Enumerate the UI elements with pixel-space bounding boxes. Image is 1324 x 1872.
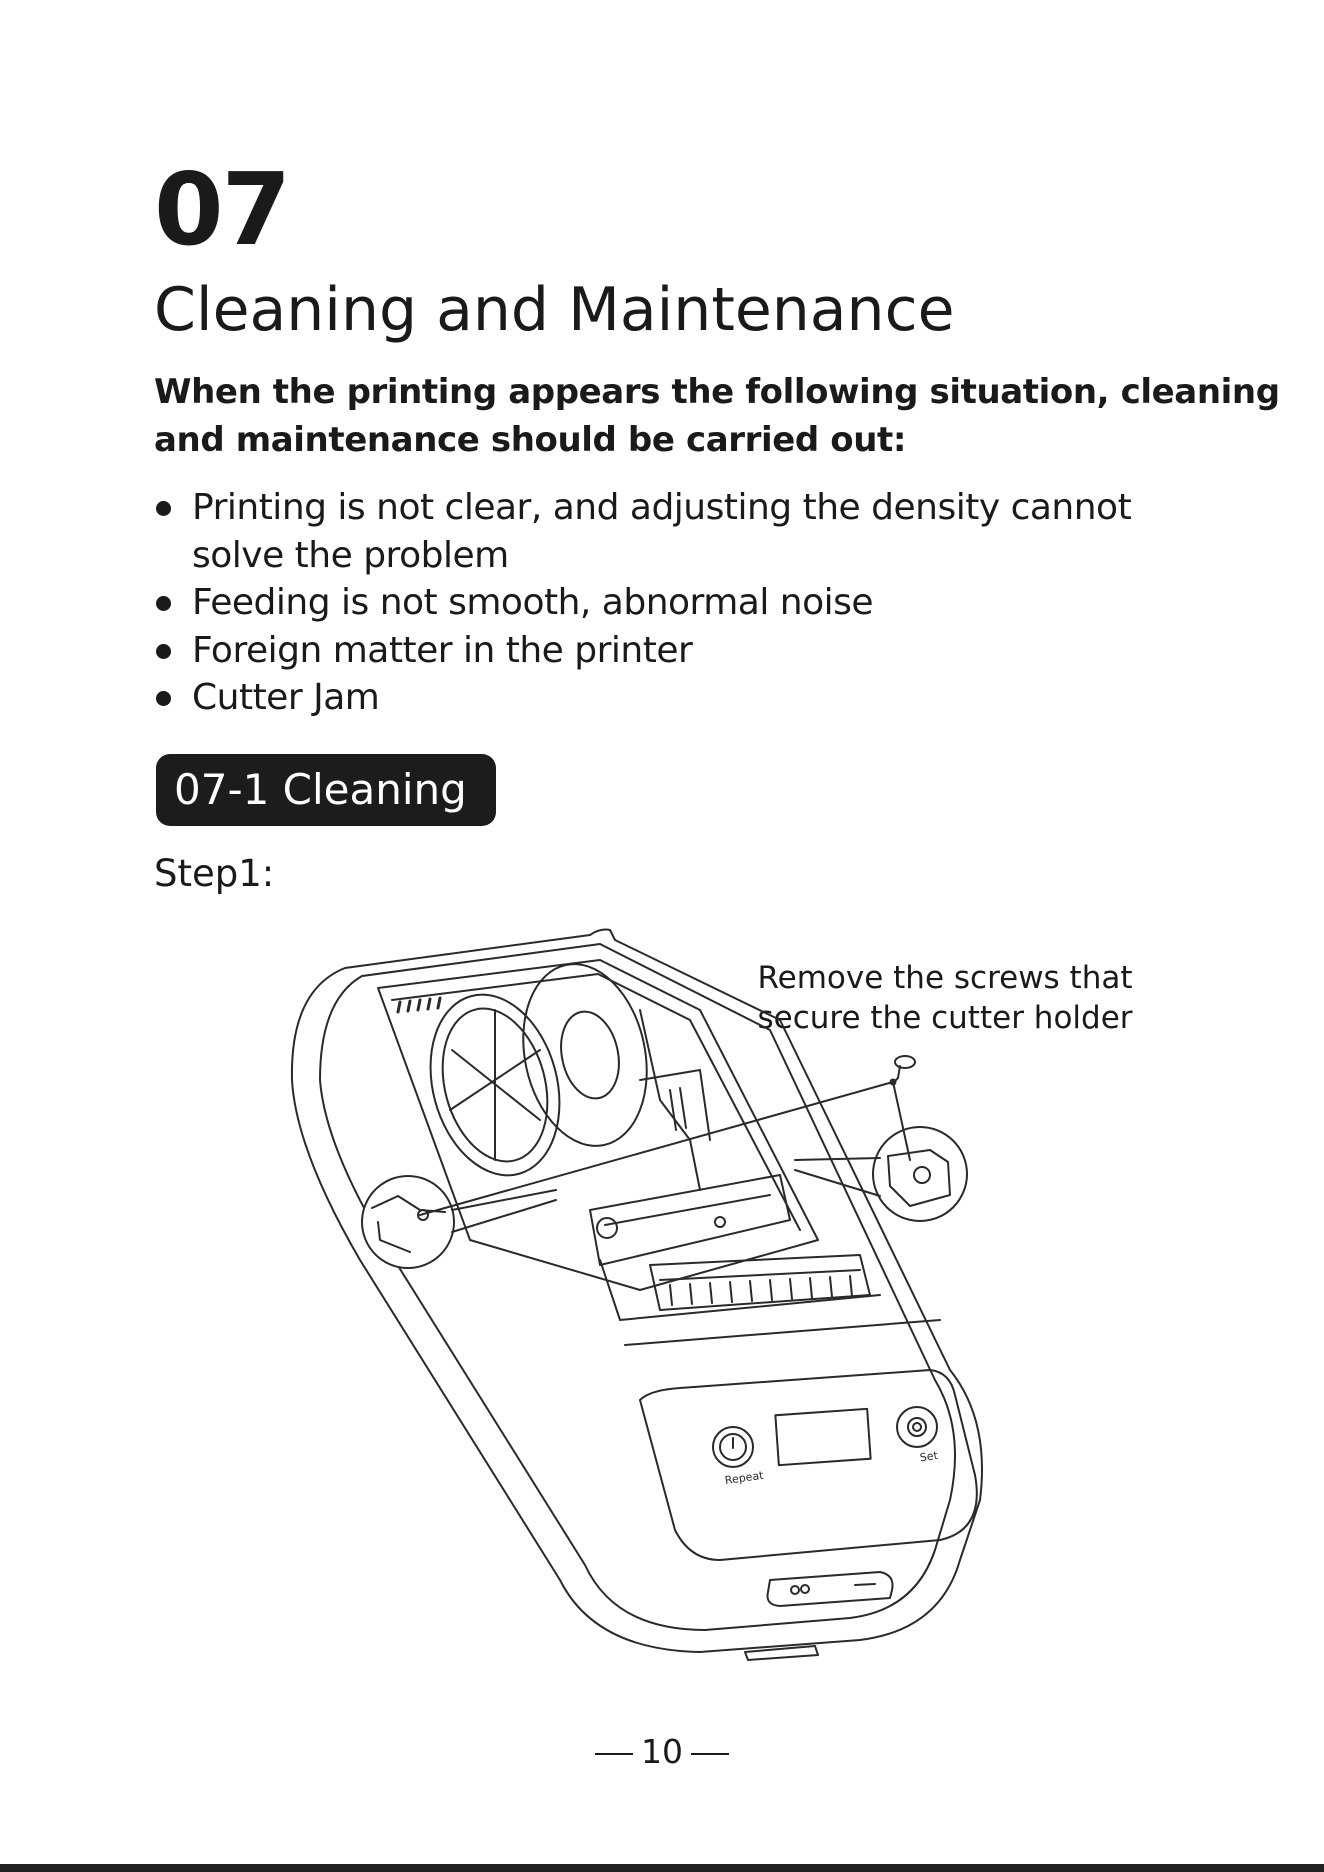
detail-zoom-right xyxy=(795,1127,967,1221)
list-item xyxy=(154,579,1194,627)
front-panel xyxy=(640,1370,977,1560)
vent-slots xyxy=(398,998,440,1012)
list-item xyxy=(154,484,1194,579)
intro-paragraph xyxy=(154,368,1280,464)
callout-line-1: Remove the screws that xyxy=(757,960,1133,996)
display-screen xyxy=(775,1409,870,1465)
list-item xyxy=(154,627,1194,675)
page-footer xyxy=(0,1730,1324,1774)
detail-zoom-left xyxy=(362,1176,556,1268)
power-icon xyxy=(713,1427,753,1467)
section-badge: 07-1 Cleaning xyxy=(156,754,496,826)
printer-illustration xyxy=(280,920,1000,1670)
footer-dash-right xyxy=(691,1753,729,1755)
list-item-text: Feeding is not smooth, abnormal noise xyxy=(192,582,874,623)
bullet-icon xyxy=(156,691,171,706)
callout-line-2: secure the cutter holder xyxy=(757,1000,1133,1036)
chapter-number: 07 xyxy=(154,151,290,268)
bottom-border xyxy=(0,1864,1324,1872)
page-number: 10 xyxy=(641,1732,683,1771)
bullet-icon xyxy=(156,501,171,516)
screw-icon xyxy=(894,1056,915,1082)
footer-dash-left xyxy=(595,1753,633,1755)
set-button-label: Set xyxy=(918,1448,939,1465)
list-item-text: Printing is not clear, and adjusting the density cannot xyxy=(192,487,1132,528)
chapter-title: Cleaning and Maintenance xyxy=(154,275,955,345)
list-item-text: Cutter Jam xyxy=(192,677,380,718)
list-item-text: Foreign matter in the printer xyxy=(192,629,693,671)
gear-icon xyxy=(897,1407,937,1447)
usb-port xyxy=(768,1572,893,1606)
situation-list xyxy=(154,484,1194,722)
bullet-icon xyxy=(156,644,171,659)
intro-line-1: When the printing appears the following situation, cleaning xyxy=(154,372,1280,412)
intro-line-2: and maintenance should be carried out: xyxy=(154,420,907,460)
bullet-icon xyxy=(156,596,171,611)
list-item xyxy=(154,674,1194,722)
step-label: Step1: xyxy=(154,852,275,895)
list-item-text-continued: solve the problem xyxy=(192,534,509,576)
print-head xyxy=(590,1175,790,1265)
repeat-button-label: Repeat xyxy=(724,1468,765,1488)
paper-exit-slot xyxy=(650,1255,870,1310)
